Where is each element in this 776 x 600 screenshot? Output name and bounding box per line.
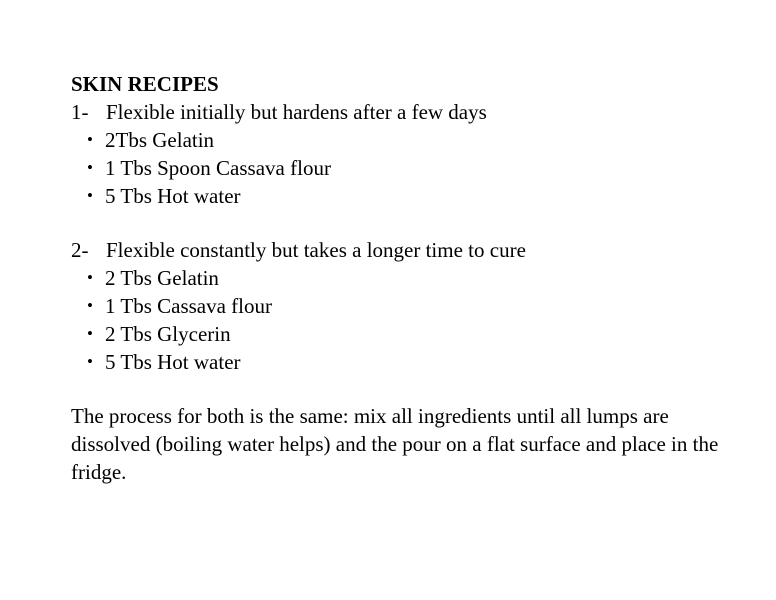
bullet-icon: •: [87, 324, 93, 343]
ingredient-text: 2 Tbs Gelatin: [105, 266, 219, 290]
bullet-icon: •: [87, 186, 93, 205]
ingredient-text: 2Tbs Gelatin: [105, 128, 215, 152]
ingredient-text: 5 Tbs Hot water: [105, 350, 241, 374]
bullet-icon: •: [87, 352, 93, 371]
recipe-2-description: Flexible constantly but takes a longer time to cure: [106, 238, 526, 262]
bullet-icon: •: [87, 130, 93, 149]
process-paragraph: The process for both is the same: mix all ingredients until all lumps are dissolved (boiling water helps) and the pour on a flat surface and place in the fridge.: [71, 404, 719, 484]
recipe-2-number: 2-: [71, 238, 89, 262]
recipe-1-number: 1-: [71, 100, 89, 124]
recipe-1-heading: [71, 98, 751, 126]
section-spacer: [71, 376, 751, 402]
recipe-1-description: Flexible initially but hardens after a few days: [106, 100, 487, 124]
recipe-2-heading: [71, 236, 751, 264]
ingredient-text: 5 Tbs Hot water: [105, 184, 241, 208]
recipe-2: [71, 236, 751, 376]
list-item: [71, 348, 751, 376]
ingredient-text: 1 Tbs Spoon Cassava flour: [105, 156, 331, 180]
recipe-1-ingredient-list: [71, 126, 751, 210]
document-title: SKIN RECIPES: [71, 72, 219, 96]
bullet-icon: •: [87, 158, 93, 177]
recipe-2-ingredient-list: [71, 264, 751, 376]
recipe-1: [71, 98, 751, 210]
bullet-icon: •: [87, 268, 93, 287]
ingredient-text: 1 Tbs Cassava flour: [105, 294, 273, 318]
list-item: [71, 154, 751, 182]
section-spacer: [71, 210, 751, 236]
ingredient-text: 2 Tbs Glycerin: [105, 322, 231, 346]
bullet-icon: •: [87, 296, 93, 315]
list-item: [71, 182, 751, 210]
list-item: [71, 126, 751, 154]
list-item: [71, 264, 751, 292]
document-page: [71, 70, 751, 486]
list-item: [71, 320, 751, 348]
list-item: [71, 292, 751, 320]
